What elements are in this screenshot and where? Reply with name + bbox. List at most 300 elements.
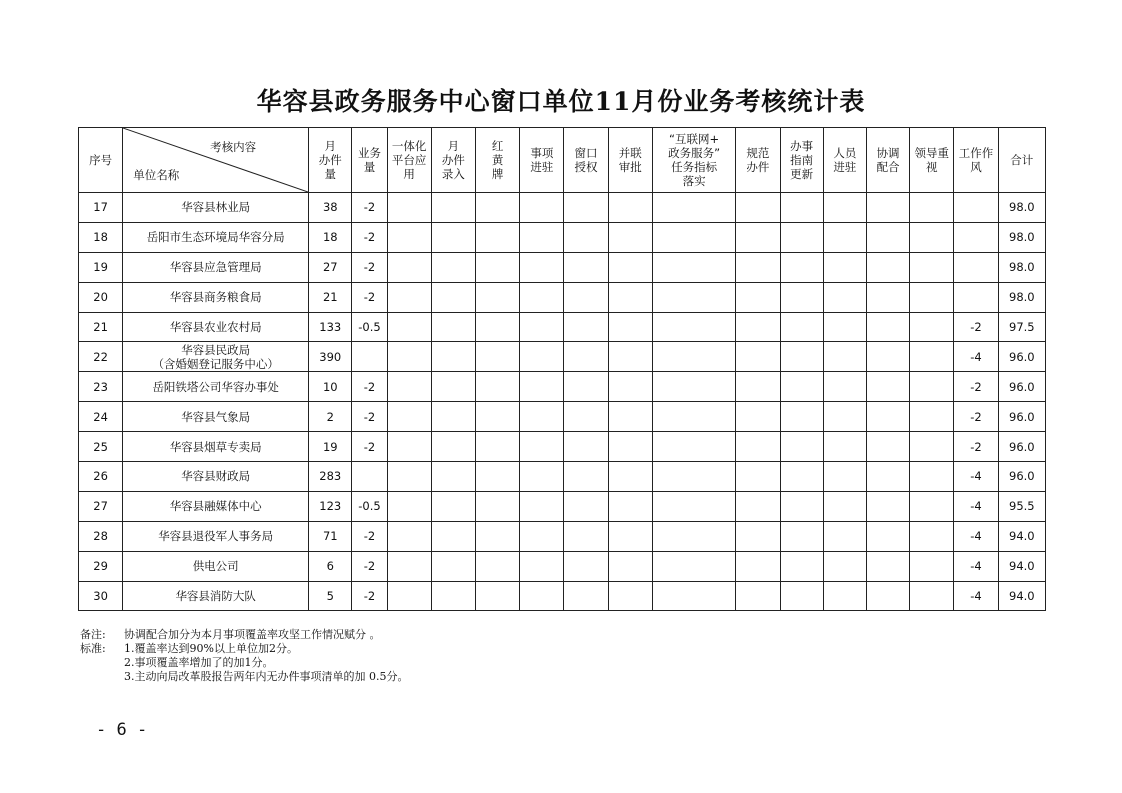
score-cell <box>910 252 954 282</box>
unit-name-cell: 华容县农业农村局 <box>123 312 309 342</box>
leadership-cell: -4 <box>954 491 998 521</box>
score-cell <box>652 402 735 432</box>
header-col <box>780 128 823 193</box>
header-col <box>823 128 866 193</box>
header-label: 红 黄 牌 <box>491 139 504 181</box>
score-cell <box>866 521 909 551</box>
business-volume-cell: -2 <box>352 252 387 282</box>
page-number: - 6 - <box>96 720 148 740</box>
score-cell <box>431 521 475 551</box>
score-cell <box>608 402 652 432</box>
leadership-cell: -4 <box>954 581 998 611</box>
page-title: 华容县政务服务中心窗口单位11月份业务考核统计表 <box>256 87 866 116</box>
score-cell <box>910 402 954 432</box>
score-cell <box>910 462 954 492</box>
standard-item: 3.主动向局改革股报告两年内无办件事项清单的加 0.5分。 <box>124 670 409 683</box>
score-cell <box>564 462 608 492</box>
table-row <box>79 521 1046 551</box>
score-cell <box>736 462 780 492</box>
leadership-cell: -4 <box>954 551 998 581</box>
score-cell <box>608 462 652 492</box>
score-cell <box>736 581 780 611</box>
score-cell <box>431 491 475 521</box>
header-col <box>910 128 954 193</box>
score-cell <box>520 432 564 462</box>
score-cell <box>866 282 909 312</box>
header-col <box>954 128 998 193</box>
business-volume-cell: -2 <box>352 193 387 223</box>
score-cell <box>866 372 909 402</box>
score-cell <box>823 252 866 282</box>
score-cell <box>910 193 954 223</box>
score-cell <box>736 282 780 312</box>
leadership-cell <box>954 252 998 282</box>
business-volume-cell: -2 <box>352 282 387 312</box>
seq-cell: 23 <box>79 372 123 402</box>
standard-label: 标准: <box>80 642 106 655</box>
score-cell <box>608 551 652 581</box>
score-cell <box>780 282 823 312</box>
score-cell <box>476 402 520 432</box>
score-cell <box>780 222 823 252</box>
total-cell: 96.0 <box>998 432 1045 462</box>
score-cell <box>476 551 520 581</box>
score-cell <box>476 581 520 611</box>
score-cell <box>736 432 780 462</box>
monthly-volume-cell: 133 <box>309 312 352 342</box>
score-cell <box>431 551 475 581</box>
seq-cell: 18 <box>79 222 123 252</box>
score-cell <box>564 491 608 521</box>
score-cell <box>866 432 909 462</box>
header-label: 人员 进驻 <box>833 146 857 174</box>
remark-label: 备注: <box>80 628 106 641</box>
header-col-total <box>998 128 1045 193</box>
seq-cell: 19 <box>79 252 123 282</box>
score-cell <box>387 402 431 432</box>
score-cell <box>866 222 909 252</box>
score-cell <box>564 372 608 402</box>
score-cell <box>431 282 475 312</box>
score-cell <box>387 282 431 312</box>
business-volume-cell: -0.5 <box>352 491 387 521</box>
score-cell <box>520 342 564 372</box>
score-cell <box>520 193 564 223</box>
score-cell <box>736 521 780 551</box>
score-cell <box>780 491 823 521</box>
unit-name-cell: 岳阳市生态环境局华容分局 <box>123 222 309 252</box>
score-cell <box>736 491 780 521</box>
score-cell <box>780 372 823 402</box>
header-label: 月 办件 录入 <box>441 139 465 181</box>
score-cell <box>564 402 608 432</box>
notes <box>80 628 408 684</box>
diagonal-line <box>123 128 308 192</box>
score-cell <box>387 432 431 462</box>
score-cell <box>431 402 475 432</box>
score-cell <box>823 521 866 551</box>
score-cell <box>608 521 652 551</box>
monthly-volume-cell: 10 <box>309 372 352 402</box>
score-cell <box>431 222 475 252</box>
unit-name-cell: 华容县烟草专卖局 <box>123 432 309 462</box>
score-cell <box>476 462 520 492</box>
table-row <box>79 581 1046 611</box>
score-cell <box>910 282 954 312</box>
unit-name-cell: 华容县应急管理局 <box>123 252 309 282</box>
score-cell <box>910 312 954 342</box>
score-cell <box>780 432 823 462</box>
table-row <box>79 462 1046 492</box>
header-col <box>352 128 387 193</box>
header-label: 协调 配合 <box>876 146 900 174</box>
header-label: 一体化 平台应 用 <box>391 139 427 181</box>
score-cell <box>736 193 780 223</box>
score-cell <box>652 581 735 611</box>
score-cell <box>476 342 520 372</box>
score-cell <box>780 402 823 432</box>
score-cell <box>520 491 564 521</box>
header-label: 领导重 视 <box>914 146 950 174</box>
header-col <box>652 128 735 193</box>
score-cell <box>476 193 520 223</box>
score-cell <box>910 372 954 402</box>
score-cell <box>431 432 475 462</box>
business-volume-cell: -2 <box>352 551 387 581</box>
score-cell <box>910 551 954 581</box>
score-cell <box>564 252 608 282</box>
score-cell <box>564 222 608 252</box>
score-cell <box>520 551 564 581</box>
score-cell <box>520 462 564 492</box>
score-cell <box>652 342 735 372</box>
table-row <box>79 402 1046 432</box>
leadership-cell: -2 <box>954 312 998 342</box>
unit-name-cell: 岳阳铁塔公司华容办事处 <box>123 372 309 402</box>
score-cell <box>823 402 866 432</box>
total-cell: 98.0 <box>998 222 1045 252</box>
score-cell <box>476 282 520 312</box>
seq-cell: 24 <box>79 402 123 432</box>
score-cell <box>823 372 866 402</box>
total-cell: 94.0 <box>998 551 1045 581</box>
table-body <box>79 193 1046 611</box>
header-label: 月 办件 量 <box>318 139 342 181</box>
score-cell <box>823 432 866 462</box>
score-cell <box>736 342 780 372</box>
score-cell <box>866 342 909 372</box>
seq-cell: 28 <box>79 521 123 551</box>
score-cell <box>608 491 652 521</box>
score-cell <box>387 342 431 372</box>
leadership-cell <box>954 282 998 312</box>
total-cell: 96.0 <box>998 402 1045 432</box>
total-cell: 96.0 <box>998 372 1045 402</box>
score-cell <box>910 222 954 252</box>
monthly-volume-cell: 283 <box>309 462 352 492</box>
total-cell: 94.0 <box>998 521 1045 551</box>
score-cell <box>652 521 735 551</box>
leadership-cell: -4 <box>954 342 998 372</box>
score-cell <box>476 372 520 402</box>
score-cell <box>652 432 735 462</box>
remark-text: 协调配合加分为本月事项覆盖率攻坚工作情况赋分 。 <box>124 628 381 641</box>
header-label: 规范 办件 <box>746 146 770 174</box>
score-cell <box>431 372 475 402</box>
score-cell <box>652 551 735 581</box>
seq-cell: 21 <box>79 312 123 342</box>
remark-row <box>80 628 408 642</box>
monthly-volume-cell: 5 <box>309 581 352 611</box>
header-col <box>387 128 431 193</box>
seq-cell: 22 <box>79 342 123 372</box>
score-cell <box>520 372 564 402</box>
score-cell <box>387 312 431 342</box>
monthly-volume-cell: 21 <box>309 282 352 312</box>
score-cell <box>476 521 520 551</box>
score-cell <box>780 193 823 223</box>
score-cell <box>780 521 823 551</box>
unit-name-cell: 华容县财政局 <box>123 462 309 492</box>
score-cell <box>823 491 866 521</box>
business-volume-cell: -2 <box>352 432 387 462</box>
score-cell <box>652 312 735 342</box>
seq-cell: 30 <box>79 581 123 611</box>
score-cell <box>910 581 954 611</box>
score-cell <box>652 222 735 252</box>
unit-name-cell: 华容县林业局 <box>123 193 309 223</box>
score-cell <box>652 193 735 223</box>
header-label: 并联 审批 <box>618 146 642 174</box>
score-cell <box>387 222 431 252</box>
score-cell <box>736 252 780 282</box>
score-cell <box>564 551 608 581</box>
total-cell: 98.0 <box>998 193 1045 223</box>
seq-cell: 17 <box>79 193 123 223</box>
score-cell <box>736 312 780 342</box>
score-cell <box>910 342 954 372</box>
business-volume-cell: -2 <box>352 222 387 252</box>
score-cell <box>608 312 652 342</box>
score-cell <box>431 342 475 372</box>
score-cell <box>564 581 608 611</box>
header-seq: 序号 <box>79 128 123 193</box>
score-cell <box>736 372 780 402</box>
table-row <box>79 252 1046 282</box>
standard-row <box>80 642 408 656</box>
business-volume-cell: -2 <box>352 521 387 551</box>
score-cell <box>608 372 652 402</box>
score-cell <box>520 521 564 551</box>
score-cell <box>910 432 954 462</box>
score-cell <box>431 193 475 223</box>
score-cell <box>564 521 608 551</box>
score-cell <box>866 551 909 581</box>
score-cell <box>866 491 909 521</box>
unit-name-cell: 华容县退役军人事务局 <box>123 521 309 551</box>
score-cell <box>476 491 520 521</box>
score-cell <box>431 312 475 342</box>
leadership-cell: -4 <box>954 462 998 492</box>
score-cell <box>387 193 431 223</box>
unit-name-cell: 华容县消防大队 <box>123 581 309 611</box>
leadership-cell <box>954 193 998 223</box>
leadership-cell <box>954 222 998 252</box>
score-cell <box>736 222 780 252</box>
standard-row <box>80 670 408 684</box>
business-volume-cell: -2 <box>352 581 387 611</box>
header-col <box>736 128 780 193</box>
score-cell <box>608 432 652 462</box>
score-cell <box>564 282 608 312</box>
score-cell <box>476 432 520 462</box>
monthly-volume-cell: 27 <box>309 252 352 282</box>
score-cell <box>564 312 608 342</box>
score-cell <box>823 581 866 611</box>
unit-name-cell: 华容县民政局 （含婚姻登记服务中心） <box>123 342 309 372</box>
seq-cell: 26 <box>79 462 123 492</box>
score-cell <box>564 432 608 462</box>
seq-cell: 27 <box>79 491 123 521</box>
business-volume-cell: -2 <box>352 402 387 432</box>
total-cell: 96.0 <box>998 342 1045 372</box>
unit-name-cell: 华容县融媒体中心 <box>123 491 309 521</box>
monthly-volume-cell: 18 <box>309 222 352 252</box>
score-cell <box>823 282 866 312</box>
score-cell <box>387 491 431 521</box>
header-col <box>309 128 352 193</box>
score-cell <box>608 342 652 372</box>
header-label: 工作作 风 <box>958 146 994 174</box>
standard-item: 2.事项覆盖率增加了的加1分。 <box>124 656 274 669</box>
score-cell <box>520 312 564 342</box>
score-cell <box>780 312 823 342</box>
score-cell <box>476 222 520 252</box>
business-volume-cell: -2 <box>352 372 387 402</box>
monthly-volume-cell: 71 <box>309 521 352 551</box>
score-cell <box>608 193 652 223</box>
business-volume-cell <box>352 342 387 372</box>
score-cell <box>608 252 652 282</box>
score-cell <box>736 402 780 432</box>
header-label: 合计 <box>1010 153 1034 167</box>
total-cell: 98.0 <box>998 282 1045 312</box>
seq-cell: 25 <box>79 432 123 462</box>
header-col <box>431 128 475 193</box>
score-cell <box>520 252 564 282</box>
score-cell <box>520 581 564 611</box>
score-cell <box>910 521 954 551</box>
score-cell <box>780 551 823 581</box>
score-cell <box>431 252 475 282</box>
monthly-volume-cell: 390 <box>309 342 352 372</box>
leadership-cell: -2 <box>954 432 998 462</box>
score-cell <box>387 372 431 402</box>
header-col <box>564 128 608 193</box>
header-assessment-content: 考核内容 <box>210 140 257 154</box>
score-cell <box>866 402 909 432</box>
header-col <box>476 128 520 193</box>
score-cell <box>520 402 564 432</box>
score-cell <box>652 372 735 402</box>
header-label: 窗口 授权 <box>574 146 598 174</box>
total-cell: 96.0 <box>998 462 1045 492</box>
unit-name-cell: 华容县商务粮食局 <box>123 282 309 312</box>
score-cell <box>387 551 431 581</box>
score-cell <box>866 193 909 223</box>
score-cell <box>780 462 823 492</box>
unit-name-cell: 华容县气象局 <box>123 402 309 432</box>
header-col <box>866 128 909 193</box>
score-cell <box>652 462 735 492</box>
score-cell <box>823 462 866 492</box>
score-cell <box>608 282 652 312</box>
score-cell <box>866 252 909 282</box>
table-row <box>79 193 1046 223</box>
score-cell <box>736 551 780 581</box>
score-cell <box>823 222 866 252</box>
score-cell <box>823 312 866 342</box>
standard-row <box>80 656 408 670</box>
score-cell <box>823 193 866 223</box>
header-label: “互联网+ 政务服务” 任务指标 落实 <box>668 132 721 188</box>
score-cell <box>431 581 475 611</box>
table-row <box>79 222 1046 252</box>
score-cell <box>866 312 909 342</box>
score-cell <box>866 581 909 611</box>
score-cell <box>520 282 564 312</box>
table-row <box>79 342 1046 372</box>
score-cell <box>910 491 954 521</box>
leadership-cell: -2 <box>954 402 998 432</box>
score-cell <box>608 222 652 252</box>
table-header-row <box>79 128 1046 193</box>
seq-cell: 20 <box>79 282 123 312</box>
monthly-volume-cell: 38 <box>309 193 352 223</box>
score-cell <box>476 312 520 342</box>
seq-cell: 29 <box>79 551 123 581</box>
unit-name-cell: 供电公司 <box>123 551 309 581</box>
business-volume-cell <box>352 462 387 492</box>
score-cell <box>387 462 431 492</box>
header-label: 事项 进驻 <box>530 146 554 174</box>
score-cell <box>652 252 735 282</box>
score-cell <box>476 252 520 282</box>
total-cell: 98.0 <box>998 252 1045 282</box>
leadership-cell: -2 <box>954 372 998 402</box>
score-cell <box>520 222 564 252</box>
monthly-volume-cell: 2 <box>309 402 352 432</box>
business-volume-cell: -0.5 <box>352 312 387 342</box>
monthly-volume-cell: 19 <box>309 432 352 462</box>
score-cell <box>823 551 866 581</box>
score-cell <box>431 462 475 492</box>
monthly-volume-cell: 6 <box>309 551 352 581</box>
table-row <box>79 491 1046 521</box>
header-col <box>608 128 652 193</box>
score-cell <box>387 521 431 551</box>
monthly-volume-cell: 123 <box>309 491 352 521</box>
score-cell <box>866 462 909 492</box>
table-row <box>79 282 1046 312</box>
table-row <box>79 372 1046 402</box>
score-cell <box>780 252 823 282</box>
score-cell <box>608 581 652 611</box>
table-row <box>79 432 1046 462</box>
total-cell: 97.5 <box>998 312 1045 342</box>
score-cell <box>564 193 608 223</box>
header-label: 办事 指南 更新 <box>790 139 814 181</box>
